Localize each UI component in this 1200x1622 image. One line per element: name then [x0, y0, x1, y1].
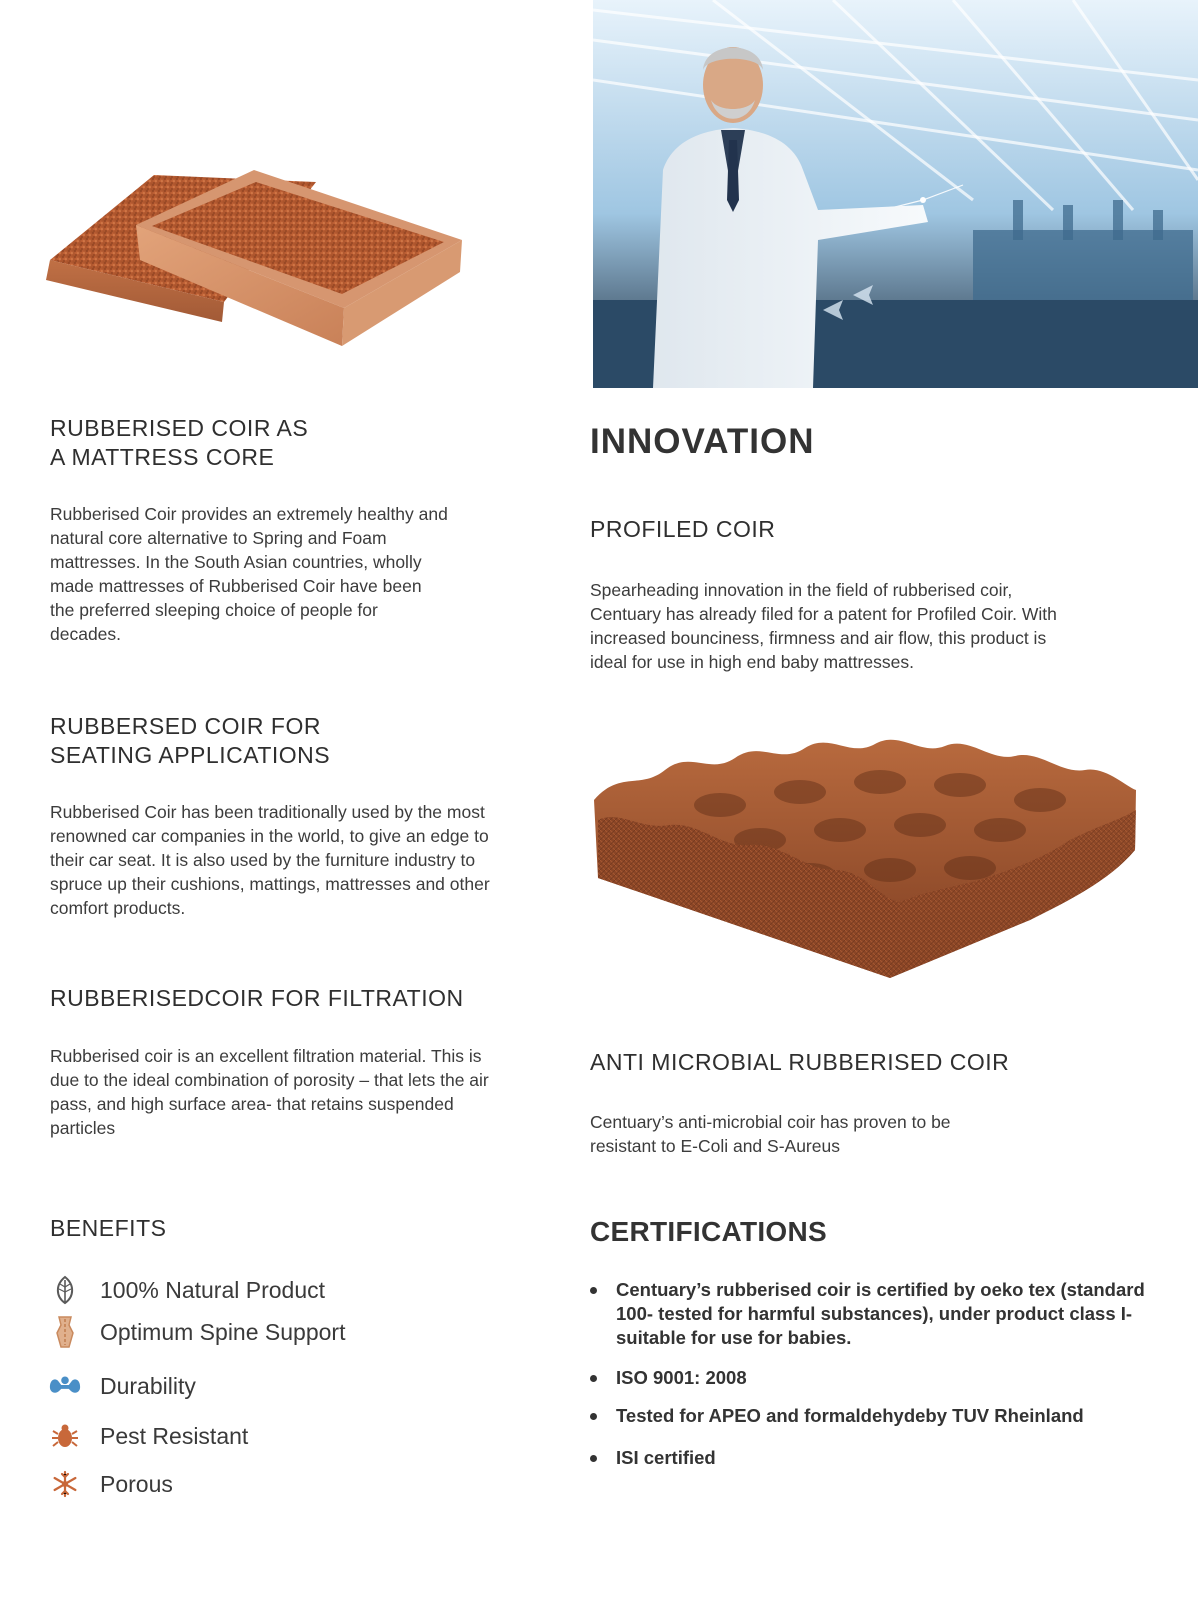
benefit-item-spine: [48, 1314, 346, 1350]
benefit-label: Durability: [100, 1372, 196, 1399]
certification-item-apeo: [590, 1404, 1150, 1428]
filtration-body: Rubberised coir is an excellent filtration material. This is due to the ideal combination of porosity – that lets the air pass, and high surface area- that retains suspended particles: [50, 1046, 489, 1138]
bullet-icon: [590, 1375, 597, 1382]
certification-text: ISI certified: [616, 1447, 716, 1468]
mattress-core-heading-line2: A MATTRESS CORE: [50, 444, 275, 470]
leaf-icon: [48, 1273, 82, 1307]
seating-heading: [50, 712, 330, 770]
innovation-heading: INNOVATION: [590, 422, 815, 461]
seating-body: Rubberised Coir has been traditionally used by the most renowned car companies in the world, to give an edge to their car seat. It is also used by the furniture industry to spruce up their cushions, mattings, mattresses and other comfort products.: [50, 802, 490, 918]
anti-microbial-heading: ANTI MICROBIAL RUBBERISED COIR: [590, 1049, 1010, 1075]
mattress-core-heading: [50, 414, 308, 472]
snowflake-icon: [48, 1467, 82, 1501]
benefit-label: 100% Natural Product: [100, 1276, 326, 1303]
certification-item-iso: [590, 1366, 1150, 1390]
profiled-coir-body: Spearheading innovation in the field of rubberised coir, Centuary has already filed for a patent for Profiled Coir. With increased bounciness, firmness and air flow, this product is ideal for use in high end baby mattresses.: [590, 580, 1057, 672]
bug-icon: [48, 1419, 82, 1453]
benefit-item-porous: [48, 1466, 173, 1502]
bullet-icon: [590, 1455, 597, 1462]
certification-text: Centuary’s rubberised coir is certified by oeko tex (standard 100- tested for harmful substances), under product class I- suitable for use for babies.: [616, 1279, 1145, 1348]
coir-blocks-image: [44, 130, 484, 380]
seating-heading-line2: SEATING APPLICATIONS: [50, 742, 331, 768]
certification-item-isi: [590, 1446, 1150, 1470]
profiled-coir-heading: PROFILED COIR: [590, 516, 776, 542]
benefit-label: Porous: [100, 1470, 173, 1497]
benefits-heading: BENEFITS: [50, 1215, 167, 1241]
certifications-heading: CERTIFICATIONS: [590, 1216, 828, 1247]
benefit-item-pest: [48, 1418, 249, 1454]
bullet-icon: [590, 1287, 597, 1294]
certification-text: Tested for APEO and formaldehydeby TUV Rheinland: [616, 1405, 1084, 1426]
seating-heading-line1: RUBBERSED COIR FOR: [50, 713, 321, 739]
mattress-core-body: Rubberised Coir provides an extremely healthy and natural core alternative to Spring and Foam mattresses. In the South Asian countries, wholly made mattresses of Rubberised Coir have been the preferred sleeping choice of people for decades.: [50, 504, 448, 644]
filtration-heading: RUBBERISEDCOIR FOR FILTRATION: [50, 985, 464, 1011]
profiled-coir-image: [590, 730, 1140, 980]
benefit-item-durability: [48, 1368, 196, 1404]
benefit-item-natural: [48, 1272, 326, 1308]
innovation-photo: [593, 0, 1198, 388]
anti-microbial-body: Centuary’s anti-microbial coir has proven to be resistant to E-Coli and S-Aureus: [590, 1112, 951, 1156]
benefit-label: Optimum Spine Support: [100, 1318, 346, 1345]
certification-text: ISO 9001: 2008: [616, 1367, 747, 1388]
mattress-core-heading-line1: RUBBERISED COIR AS: [50, 415, 309, 441]
strength-icon: [48, 1369, 82, 1403]
certification-item-oeko-tex: [590, 1278, 1150, 1350]
bullet-icon: [590, 1413, 597, 1420]
benefit-label: Pest Resistant: [100, 1422, 249, 1449]
spine-icon: [48, 1315, 82, 1349]
